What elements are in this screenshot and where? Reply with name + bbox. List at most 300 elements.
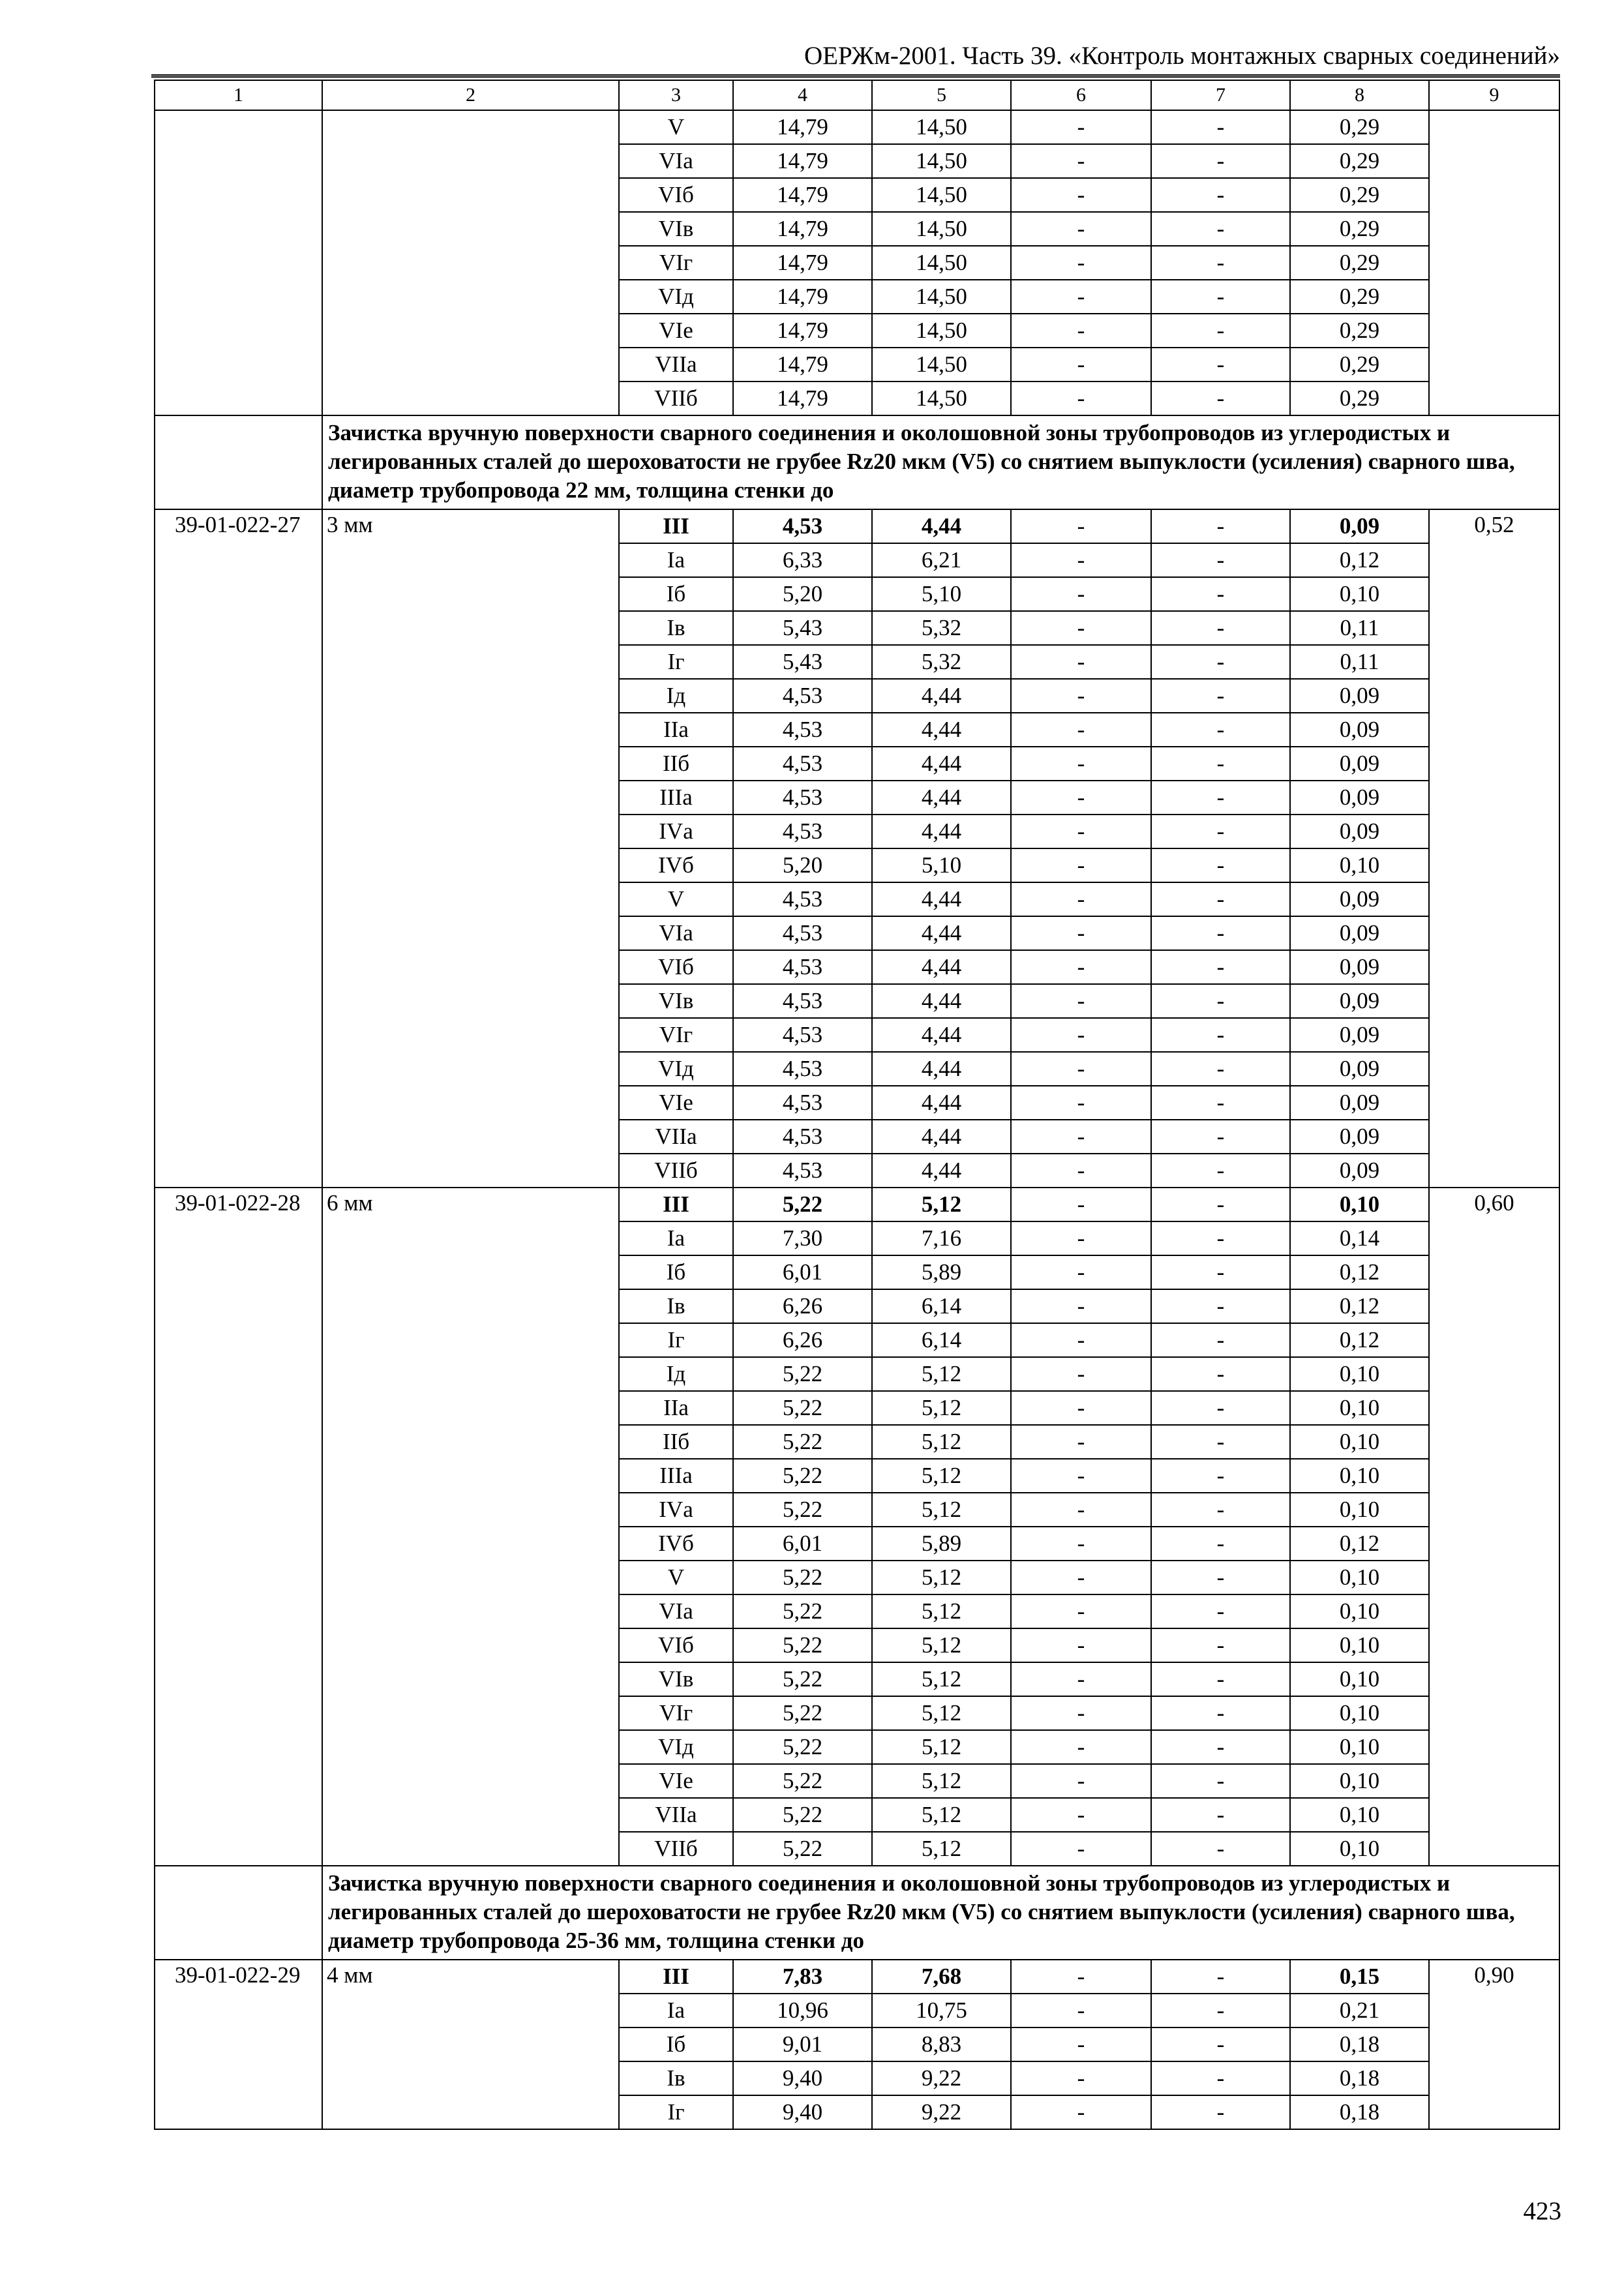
table-row — [155, 1960, 1559, 1994]
machine-cost-cell: - — [1011, 1764, 1151, 1798]
column-number-cell: 3 — [619, 80, 733, 110]
machine-cost-cell: - — [1011, 1594, 1151, 1628]
driver-cost-cell: - — [1151, 2061, 1290, 2095]
machine-cost-cell: - — [1011, 1527, 1151, 1561]
machine-cost-cell: - — [1011, 1357, 1151, 1391]
labor-cost-cell: 5,12 — [872, 1357, 1011, 1391]
labor-cost-cell: 5,12 — [872, 1561, 1011, 1594]
labor-cost-cell: 4,44 — [872, 1018, 1011, 1052]
total-cost-cell: 9,40 — [733, 2095, 872, 2129]
driver-cost-cell: - — [1151, 1493, 1290, 1527]
section-title-cell: Зачистка вручную поверхности сварного соединения и околошовной зоны трубопроводов из углеродистых и легированных сталей до шероховатости не грубее Rz20 мкм (V5) со снятием выпуклости (усиления) сварного шва, диаметр трубопровода 22 мм, толщина стенки до — [322, 415, 1559, 509]
labor-cost-cell: 5,12 — [872, 1391, 1011, 1425]
driver-cost-cell: - — [1151, 314, 1290, 348]
total-cost-cell: 14,79 — [733, 144, 872, 178]
driver-cost-cell: - — [1151, 178, 1290, 212]
driver-cost-cell: - — [1151, 1764, 1290, 1798]
zone-cell: Iа — [619, 543, 733, 577]
driver-cost-cell: - — [1151, 1052, 1290, 1086]
labor-cost-cell: 4,44 — [872, 509, 1011, 543]
total-cost-cell: 10,96 — [733, 1994, 872, 2027]
zone-cell: VIIа — [619, 1120, 733, 1154]
driver-cost-cell: - — [1151, 1696, 1290, 1730]
driver-cost-cell: - — [1151, 1357, 1290, 1391]
zone-cell: Iв — [619, 611, 733, 645]
total-cost-cell: 4,53 — [733, 1018, 872, 1052]
labor-cost-cell: 4,44 — [872, 984, 1011, 1018]
materials-cost-cell: 0,09 — [1290, 1120, 1429, 1154]
machine-cost-cell: - — [1011, 882, 1151, 916]
labor-norm-cell — [1429, 110, 1559, 415]
driver-cost-cell: - — [1151, 1662, 1290, 1696]
driver-cost-cell: - — [1151, 1730, 1290, 1764]
zone-cell: VIе — [619, 314, 733, 348]
machine-cost-cell: - — [1011, 280, 1151, 314]
materials-cost-cell: 0,10 — [1290, 577, 1429, 611]
total-cost-cell: 5,22 — [733, 1730, 872, 1764]
page-number: 423 — [1523, 2197, 1561, 2225]
materials-cost-cell: 0,29 — [1290, 144, 1429, 178]
driver-cost-cell: - — [1151, 1459, 1290, 1493]
labor-cost-cell: 4,44 — [872, 950, 1011, 984]
column-number-cell: 6 — [1011, 80, 1151, 110]
zone-cell: Iг — [619, 645, 733, 679]
labor-cost-cell: 4,44 — [872, 1154, 1011, 1188]
total-cost-cell: 14,79 — [733, 382, 872, 415]
zone-cell: IVб — [619, 848, 733, 882]
zone-cell: IIIа — [619, 1459, 733, 1493]
materials-cost-cell: 0,12 — [1290, 1289, 1429, 1323]
labor-cost-cell: 5,10 — [872, 848, 1011, 882]
machine-cost-cell: - — [1011, 781, 1151, 815]
driver-cost-cell: - — [1151, 611, 1290, 645]
wall-thickness-cell: 4 мм — [322, 1960, 619, 2129]
materials-cost-cell: 0,09 — [1290, 1154, 1429, 1188]
materials-cost-cell: 0,10 — [1290, 1832, 1429, 1866]
zone-cell: Iд — [619, 1357, 733, 1391]
total-cost-cell: 4,53 — [733, 1120, 872, 1154]
driver-cost-cell: - — [1151, 1086, 1290, 1120]
driver-cost-cell: - — [1151, 1628, 1290, 1662]
zone-cell: Iб — [619, 2027, 733, 2061]
labor-cost-cell: 9,22 — [872, 2095, 1011, 2129]
zone-cell: V — [619, 882, 733, 916]
labor-cost-cell: 7,16 — [872, 1221, 1011, 1255]
driver-cost-cell: - — [1151, 950, 1290, 984]
labor-cost-cell: 14,50 — [872, 178, 1011, 212]
driver-cost-cell: - — [1151, 1221, 1290, 1255]
zone-cell: VIд — [619, 1730, 733, 1764]
zone-cell: III — [619, 1960, 733, 1994]
total-cost-cell: 4,53 — [733, 1154, 872, 1188]
labor-cost-cell: 10,75 — [872, 1994, 1011, 2027]
zone-cell: Iг — [619, 2095, 733, 2129]
zone-cell: VIг — [619, 246, 733, 280]
driver-cost-cell: - — [1151, 212, 1290, 246]
zone-cell: VIIа — [619, 348, 733, 382]
machine-cost-cell: - — [1011, 2095, 1151, 2129]
labor-cost-cell: 4,44 — [872, 781, 1011, 815]
labor-cost-cell: 5,10 — [872, 577, 1011, 611]
total-cost-cell: 5,22 — [733, 1391, 872, 1425]
labor-cost-cell: 4,44 — [872, 1120, 1011, 1154]
machine-cost-cell: - — [1011, 1696, 1151, 1730]
driver-cost-cell: - — [1151, 1255, 1290, 1289]
column-number-cell: 5 — [872, 80, 1011, 110]
zone-cell: VIIа — [619, 1798, 733, 1832]
labor-cost-cell: 5,12 — [872, 1798, 1011, 1832]
total-cost-cell: 5,22 — [733, 1662, 872, 1696]
total-cost-cell: 4,53 — [733, 984, 872, 1018]
driver-cost-cell: - — [1151, 1994, 1290, 2027]
zone-cell: VIв — [619, 212, 733, 246]
materials-cost-cell: 0,10 — [1290, 1188, 1429, 1221]
total-cost-cell: 5,22 — [733, 1594, 872, 1628]
driver-cost-cell: - — [1151, 1594, 1290, 1628]
machine-cost-cell: - — [1011, 348, 1151, 382]
total-cost-cell: 6,26 — [733, 1323, 872, 1357]
rate-code-cell: 39-01-022-27 — [155, 509, 322, 1188]
zone-cell: Iб — [619, 1255, 733, 1289]
machine-cost-cell: - — [1011, 509, 1151, 543]
total-cost-cell: 14,79 — [733, 280, 872, 314]
machine-cost-cell: - — [1011, 1289, 1151, 1323]
materials-cost-cell: 0,10 — [1290, 1391, 1429, 1425]
zone-cell: VIIб — [619, 1832, 733, 1866]
machine-cost-cell: - — [1011, 1255, 1151, 1289]
materials-cost-cell: 0,29 — [1290, 314, 1429, 348]
machine-cost-cell: - — [1011, 1188, 1151, 1221]
machine-cost-cell: - — [1011, 1960, 1151, 1994]
rates-table-body — [155, 80, 1559, 2129]
driver-cost-cell: - — [1151, 916, 1290, 950]
total-cost-cell: 14,79 — [733, 178, 872, 212]
labor-cost-cell: 14,50 — [872, 348, 1011, 382]
total-cost-cell: 5,22 — [733, 1493, 872, 1527]
labor-cost-cell: 14,50 — [872, 382, 1011, 415]
total-cost-cell: 7,83 — [733, 1960, 872, 1994]
labor-cost-cell: 8,83 — [872, 2027, 1011, 2061]
machine-cost-cell: - — [1011, 1628, 1151, 1662]
labor-cost-cell: 4,44 — [872, 916, 1011, 950]
total-cost-cell: 5,22 — [733, 1696, 872, 1730]
materials-cost-cell: 0,29 — [1290, 110, 1429, 144]
machine-cost-cell: - — [1011, 178, 1151, 212]
zone-cell: VIа — [619, 144, 733, 178]
total-cost-cell: 4,53 — [733, 747, 872, 781]
driver-cost-cell: - — [1151, 1188, 1290, 1221]
labor-cost-cell: 4,44 — [872, 1086, 1011, 1120]
labor-cost-cell: 6,14 — [872, 1289, 1011, 1323]
machine-cost-cell: - — [1011, 1662, 1151, 1696]
materials-cost-cell: 0,29 — [1290, 246, 1429, 280]
total-cost-cell: 5,22 — [733, 1459, 872, 1493]
driver-cost-cell: - — [1151, 577, 1290, 611]
labor-cost-cell: 5,12 — [872, 1459, 1011, 1493]
driver-cost-cell: - — [1151, 1391, 1290, 1425]
zone-cell: IVб — [619, 1527, 733, 1561]
zone-cell: VIб — [619, 178, 733, 212]
materials-cost-cell: 0,10 — [1290, 1357, 1429, 1391]
materials-cost-cell: 0,09 — [1290, 984, 1429, 1018]
machine-cost-cell: - — [1011, 110, 1151, 144]
zone-cell: VIб — [619, 1628, 733, 1662]
zone-cell: VIIб — [619, 1154, 733, 1188]
driver-cost-cell: - — [1151, 1425, 1290, 1459]
zone-cell: Iв — [619, 1289, 733, 1323]
driver-cost-cell: - — [1151, 2095, 1290, 2129]
total-cost-cell: 6,26 — [733, 1289, 872, 1323]
table-row — [155, 509, 1559, 543]
total-cost-cell: 6,33 — [733, 543, 872, 577]
rate-code-cell: 39-01-022-29 — [155, 1960, 322, 2129]
labor-cost-cell: 4,44 — [872, 1052, 1011, 1086]
labor-cost-cell: 14,50 — [872, 246, 1011, 280]
zone-cell: IIа — [619, 713, 733, 747]
section-header-row — [155, 1866, 1559, 1960]
materials-cost-cell: 0,12 — [1290, 1323, 1429, 1357]
zone-cell: Iв — [619, 2061, 733, 2095]
total-cost-cell: 4,53 — [733, 815, 872, 848]
materials-cost-cell: 0,21 — [1290, 1994, 1429, 2027]
labor-norm-cell: 0,52 — [1429, 509, 1559, 1188]
materials-cost-cell: 0,29 — [1290, 178, 1429, 212]
driver-cost-cell: - — [1151, 382, 1290, 415]
materials-cost-cell: 0,10 — [1290, 1628, 1429, 1662]
machine-cost-cell: - — [1011, 1798, 1151, 1832]
total-cost-cell: 14,79 — [733, 314, 872, 348]
machine-cost-cell: - — [1011, 815, 1151, 848]
materials-cost-cell: 0,12 — [1290, 1527, 1429, 1561]
total-cost-cell: 4,53 — [733, 1086, 872, 1120]
labor-cost-cell: 4,44 — [872, 882, 1011, 916]
zone-cell: VIе — [619, 1764, 733, 1798]
materials-cost-cell: 0,09 — [1290, 509, 1429, 543]
labor-cost-cell: 5,12 — [872, 1730, 1011, 1764]
machine-cost-cell: - — [1011, 144, 1151, 178]
machine-cost-cell: - — [1011, 1018, 1151, 1052]
labor-cost-cell: 5,12 — [872, 1628, 1011, 1662]
driver-cost-cell: - — [1151, 882, 1290, 916]
total-cost-cell: 9,40 — [733, 2061, 872, 2095]
driver-cost-cell: - — [1151, 1960, 1290, 1994]
labor-cost-cell: 4,44 — [872, 713, 1011, 747]
zone-cell: IIа — [619, 1391, 733, 1425]
materials-cost-cell: 0,09 — [1290, 1052, 1429, 1086]
column-number-cell: 8 — [1290, 80, 1429, 110]
driver-cost-cell: - — [1151, 984, 1290, 1018]
materials-cost-cell: 0,10 — [1290, 1594, 1429, 1628]
zone-cell: V — [619, 1561, 733, 1594]
machine-cost-cell: - — [1011, 212, 1151, 246]
machine-cost-cell: - — [1011, 1493, 1151, 1527]
labor-norm-cell: 0,90 — [1429, 1960, 1559, 2129]
driver-cost-cell: - — [1151, 348, 1290, 382]
labor-cost-cell: 5,12 — [872, 1594, 1011, 1628]
machine-cost-cell: - — [1011, 1120, 1151, 1154]
zone-cell: IIб — [619, 1425, 733, 1459]
driver-cost-cell: - — [1151, 781, 1290, 815]
materials-cost-cell: 0,29 — [1290, 280, 1429, 314]
machine-cost-cell: - — [1011, 1221, 1151, 1255]
materials-cost-cell: 0,15 — [1290, 1960, 1429, 1994]
driver-cost-cell: - — [1151, 747, 1290, 781]
section-title-cell: Зачистка вручную поверхности сварного соединения и околошовной зоны трубопроводов из углеродистых и легированных сталей до шероховатости не грубее Rz20 мкм (V5) со снятием выпуклости (усиления) сварного шва, диаметр трубопровода 25-36 мм, толщина стенки до — [322, 1866, 1559, 1960]
materials-cost-cell: 0,11 — [1290, 645, 1429, 679]
zone-cell: III — [619, 509, 733, 543]
zone-cell: IIIа — [619, 781, 733, 815]
materials-cost-cell: 0,09 — [1290, 916, 1429, 950]
materials-cost-cell: 0,09 — [1290, 1086, 1429, 1120]
materials-cost-cell: 0,10 — [1290, 1459, 1429, 1493]
labor-cost-cell: 5,12 — [872, 1832, 1011, 1866]
materials-cost-cell: 0,10 — [1290, 1662, 1429, 1696]
section-spacer-cell — [155, 415, 322, 509]
machine-cost-cell: - — [1011, 984, 1151, 1018]
machine-cost-cell: - — [1011, 314, 1151, 348]
materials-cost-cell: 0,12 — [1290, 543, 1429, 577]
materials-cost-cell: 0,09 — [1290, 882, 1429, 916]
driver-cost-cell: - — [1151, 1018, 1290, 1052]
machine-cost-cell: - — [1011, 543, 1151, 577]
labor-cost-cell: 9,22 — [872, 2061, 1011, 2095]
driver-cost-cell: - — [1151, 280, 1290, 314]
machine-cost-cell: - — [1011, 1391, 1151, 1425]
materials-cost-cell: 0,10 — [1290, 1730, 1429, 1764]
driver-cost-cell: - — [1151, 1832, 1290, 1866]
zone-cell: IIб — [619, 747, 733, 781]
labor-norm-cell: 0,60 — [1429, 1188, 1559, 1866]
labor-cost-cell: 14,50 — [872, 280, 1011, 314]
machine-cost-cell: - — [1011, 1561, 1151, 1594]
labor-cost-cell: 5,32 — [872, 645, 1011, 679]
driver-cost-cell: - — [1151, 543, 1290, 577]
materials-cost-cell: 0,10 — [1290, 1561, 1429, 1594]
total-cost-cell: 7,30 — [733, 1221, 872, 1255]
driver-cost-cell: - — [1151, 1798, 1290, 1832]
section-spacer-cell — [155, 1866, 322, 1960]
labor-cost-cell: 4,44 — [872, 815, 1011, 848]
machine-cost-cell: - — [1011, 1730, 1151, 1764]
materials-cost-cell: 0,29 — [1290, 212, 1429, 246]
driver-cost-cell: - — [1151, 110, 1290, 144]
machine-cost-cell: - — [1011, 747, 1151, 781]
total-cost-cell: 4,53 — [733, 1052, 872, 1086]
materials-cost-cell: 0,09 — [1290, 781, 1429, 815]
driver-cost-cell: - — [1151, 1527, 1290, 1561]
driver-cost-cell: - — [1151, 1289, 1290, 1323]
zone-cell: Iг — [619, 1323, 733, 1357]
materials-cost-cell: 0,10 — [1290, 1764, 1429, 1798]
machine-cost-cell: - — [1011, 950, 1151, 984]
materials-cost-cell: 0,14 — [1290, 1221, 1429, 1255]
materials-cost-cell: 0,10 — [1290, 1798, 1429, 1832]
column-number-cell: 1 — [155, 80, 322, 110]
zone-cell: VIа — [619, 1594, 733, 1628]
total-cost-cell: 9,01 — [733, 2027, 872, 2061]
labor-cost-cell: 4,44 — [872, 747, 1011, 781]
column-number-cell: 4 — [733, 80, 872, 110]
wall-thickness-cell: 3 мм — [322, 509, 619, 1188]
machine-cost-cell: - — [1011, 713, 1151, 747]
materials-cost-cell: 0,12 — [1290, 1255, 1429, 1289]
rates-table — [154, 80, 1560, 2130]
total-cost-cell: 14,79 — [733, 246, 872, 280]
materials-cost-cell: 0,09 — [1290, 950, 1429, 984]
total-cost-cell: 4,53 — [733, 713, 872, 747]
machine-cost-cell: - — [1011, 1425, 1151, 1459]
zone-cell: III — [619, 1188, 733, 1221]
zone-cell: VIг — [619, 1696, 733, 1730]
materials-cost-cell: 0,29 — [1290, 382, 1429, 415]
total-cost-cell: 5,22 — [733, 1357, 872, 1391]
materials-cost-cell: 0,18 — [1290, 2061, 1429, 2095]
machine-cost-cell: - — [1011, 848, 1151, 882]
machine-cost-cell: - — [1011, 2061, 1151, 2095]
machine-cost-cell: - — [1011, 611, 1151, 645]
zone-cell: Iа — [619, 1994, 733, 2027]
total-cost-cell: 5,22 — [733, 1425, 872, 1459]
machine-cost-cell: - — [1011, 577, 1151, 611]
zone-cell: VIе — [619, 1086, 733, 1120]
driver-cost-cell: - — [1151, 1120, 1290, 1154]
total-cost-cell: 14,79 — [733, 212, 872, 246]
rate-code-cell: 39-01-022-28 — [155, 1188, 322, 1866]
machine-cost-cell: - — [1011, 1086, 1151, 1120]
materials-cost-cell: 0,09 — [1290, 815, 1429, 848]
zone-cell: VIд — [619, 280, 733, 314]
materials-cost-cell: 0,10 — [1290, 1696, 1429, 1730]
total-cost-cell: 6,01 — [733, 1255, 872, 1289]
rate-code-cell — [155, 110, 322, 415]
zone-cell: Iд — [619, 679, 733, 713]
materials-cost-cell: 0,10 — [1290, 1493, 1429, 1527]
materials-cost-cell: 0,18 — [1290, 2095, 1429, 2129]
total-cost-cell: 4,53 — [733, 950, 872, 984]
total-cost-cell: 4,53 — [733, 882, 872, 916]
zone-cell: VIа — [619, 916, 733, 950]
labor-cost-cell: 6,14 — [872, 1323, 1011, 1357]
column-number-cell: 7 — [1151, 80, 1290, 110]
zone-cell: Iа — [619, 1221, 733, 1255]
machine-cost-cell: - — [1011, 645, 1151, 679]
zone-cell: IVа — [619, 1493, 733, 1527]
driver-cost-cell: - — [1151, 713, 1290, 747]
materials-cost-cell: 0,10 — [1290, 1425, 1429, 1459]
materials-cost-cell: 0,29 — [1290, 348, 1429, 382]
total-cost-cell: 5,22 — [733, 1561, 872, 1594]
zone-cell: VIб — [619, 950, 733, 984]
total-cost-cell: 4,53 — [733, 916, 872, 950]
total-cost-cell: 5,22 — [733, 1764, 872, 1798]
labor-cost-cell: 5,12 — [872, 1425, 1011, 1459]
total-cost-cell: 5,20 — [733, 848, 872, 882]
machine-cost-cell: - — [1011, 246, 1151, 280]
machine-cost-cell: - — [1011, 1994, 1151, 2027]
total-cost-cell: 5,22 — [733, 1188, 872, 1221]
driver-cost-cell: - — [1151, 848, 1290, 882]
labor-cost-cell: 5,12 — [872, 1764, 1011, 1798]
total-cost-cell: 5,43 — [733, 645, 872, 679]
machine-cost-cell: - — [1011, 1052, 1151, 1086]
machine-cost-cell: - — [1011, 916, 1151, 950]
total-cost-cell: 5,22 — [733, 1798, 872, 1832]
driver-cost-cell: - — [1151, 1323, 1290, 1357]
total-cost-cell: 6,01 — [733, 1527, 872, 1561]
driver-cost-cell: - — [1151, 2027, 1290, 2061]
labor-cost-cell: 5,12 — [872, 1662, 1011, 1696]
driver-cost-cell: - — [1151, 144, 1290, 178]
